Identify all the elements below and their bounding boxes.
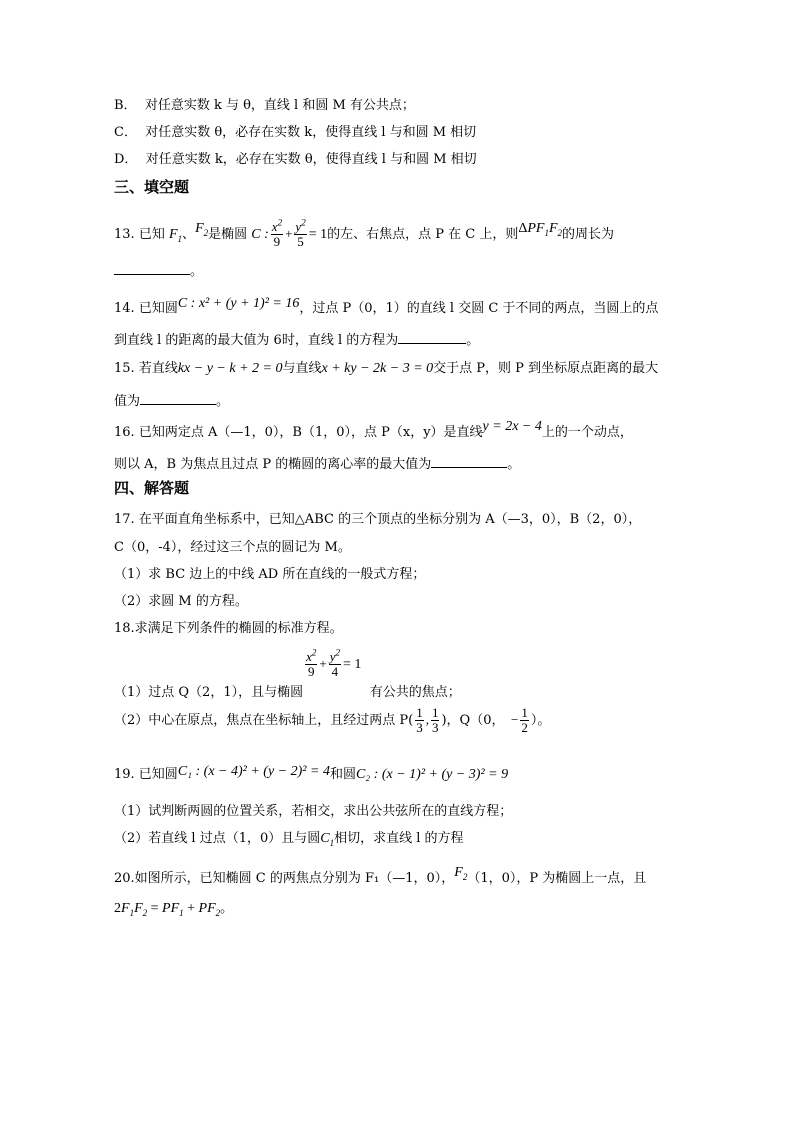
answer-blank[interactable] bbox=[114, 262, 190, 275]
question-20-line-2: $2F_1F_2 = PF_1 + PF_2$。 bbox=[114, 901, 234, 918]
fraction-x2-over-9: $\frac{x^2}{9}$ bbox=[271, 217, 283, 249]
fraction-y2-over-4: $\frac{y^2}{4}$ bbox=[329, 647, 341, 679]
section-heading-fill-blank: 三、填空题 bbox=[114, 178, 190, 196]
formula-f2: $F_2$ bbox=[454, 865, 468, 882]
question-15-line-2: 值为 。 bbox=[114, 394, 230, 409]
question-15: 15. 若直线kx − y − k + 2 = 0与直线x + ky − 2k − 3 = 0交于点 P，则 P 到坐标原点距离的最大 bbox=[114, 361, 659, 376]
answer-blank[interactable] bbox=[398, 331, 466, 344]
option-b: B． 对任意实数 k 与 θ，直线 l 和圆 M 有公共点； bbox=[114, 98, 415, 113]
fraction-one-third: $\frac{1}{3}$ bbox=[431, 705, 439, 735]
formula-ellipse-c: C : bbox=[251, 227, 269, 242]
formula-f2: $F_2$ bbox=[195, 221, 209, 238]
question-17-part-1: （1）求 BC 边上的中线 AD 所在直线的一般式方程； bbox=[114, 567, 426, 582]
formula-focal-sum: $2F_1F_2 = PF_1 + PF_2$ bbox=[114, 901, 221, 918]
formula-triangle-pf1f2: $\Delta PF_1F_2$ bbox=[518, 221, 563, 238]
question-17-line-2: C（0，-4），经过这三个点的圆记为 M。 bbox=[114, 540, 351, 555]
fraction-y2-over-5: $\frac{y^2}{5}$ bbox=[295, 217, 306, 249]
formula-line-2: x + ky − 2k − 3 = 0 bbox=[321, 361, 434, 376]
question-18-part-1: （1）过点 Q（2，1），且与椭圆 $\frac{x^2}{9}$ + $\frac{y^2}{4}$ = 1 有公共的焦点； bbox=[114, 647, 461, 700]
question-19: 19. 已知圆C₁ : (x − 4)² + (y − 2)² = 4和圆C₂ : (x − 1)² + (y − 3)² = 9 bbox=[114, 764, 509, 782]
formula-c1: $C_1$ bbox=[320, 831, 335, 848]
option-c: C． 对任意实数 θ，必存在实数 k，使得直线 l 与和圆 M 相切 bbox=[114, 125, 477, 140]
question-17: 17. 在平面直角坐标系中，已知△ABC 的三个顶点的坐标分别为 A（—3，0），B（2，0）， bbox=[114, 512, 642, 527]
option-d: D． 对任意实数 k，必存在实数 θ，使得直线 l 与和圆 M 相切 bbox=[114, 152, 477, 167]
answer-blank[interactable] bbox=[140, 392, 216, 405]
formula-line-y: y = 2x − 4 bbox=[482, 419, 542, 434]
question-19-part-1: （1）试判断两圆的位置关系，若相交，求出公共弦所在的直线方程； bbox=[114, 804, 513, 819]
section-heading-solutions: 四、解答题 bbox=[114, 479, 190, 497]
question-17-part-2: （2）求圆 M 的方程。 bbox=[114, 594, 248, 609]
question-20: 20.如图所示，已知椭圆 C 的两焦点分别为 F₁（—1，0），$F_2(1$，0），P 为椭圆上一点，且 bbox=[114, 865, 647, 886]
fraction-one-third: $\frac{1}{3}$ bbox=[416, 705, 423, 735]
formula-circle-c: C : x² + (y + 1)² = 16 bbox=[177, 296, 300, 311]
formula-line-1: kx − y − k + 2 = 0 bbox=[177, 361, 283, 376]
question-14-line-2: 到直线 l 的距离的最大值为 6时，直线 l 的方程为 。 bbox=[114, 333, 480, 348]
formula-circle-c2: C₂ : (x − 1)² + (y − 3)² = 9 bbox=[355, 767, 509, 782]
answer-blank[interactable] bbox=[431, 455, 507, 468]
question-13: 13. 已知 $F_1$、$F_2$是椭圆 C : $\frac{x^2}{9}$ + $\frac{y^2}{5}$ = 1的左、右焦点，点 P 在 C 上，则$\Delta PF_1F_2$的周长为 bbox=[114, 217, 615, 249]
question-18: 18.求满足下列条件的椭圆的标准方程。 bbox=[114, 621, 343, 636]
question-13-answer-line: 。 bbox=[114, 262, 203, 278]
question-16-line-2: 则以 A，B 为焦点且过点 P 的椭圆的离心率的最大值为 。 bbox=[114, 457, 521, 472]
question-16: 16. 已知两定点 A（—1，0），B（1，0），点 P（x，y）是直线y = 2x − 4上的一个动点， bbox=[114, 419, 633, 440]
fraction-x2-over-9: $\frac{x^2}{9}$ bbox=[306, 647, 317, 679]
formula-f1: $F_1$ bbox=[168, 227, 183, 244]
question-19-part-2: （2）若直线 l 过点（1，0）且与圆$C_1$相切，求直线 l 的方程 bbox=[114, 831, 464, 848]
formula-circle-c1: C₁ : (x − 4)² + (y − 2)² = 4 bbox=[177, 764, 330, 779]
question-14: 14. 已知圆C : x² + (y + 1)² = 16，过点 P（0，1）的直线 l 交圆 C 于不同的两点，当圆上的点 bbox=[114, 296, 659, 316]
question-18-part-2: （2）中心在原点，焦点在坐标轴上，且经过两点 P( $\frac{1}{3}$ , $\frac{1}{3}$ )，Q（0， − $\frac{1}{2}$ ）。 bbox=[114, 705, 551, 735]
fraction-one-half: $\frac{1}{2}$ bbox=[521, 705, 528, 735]
